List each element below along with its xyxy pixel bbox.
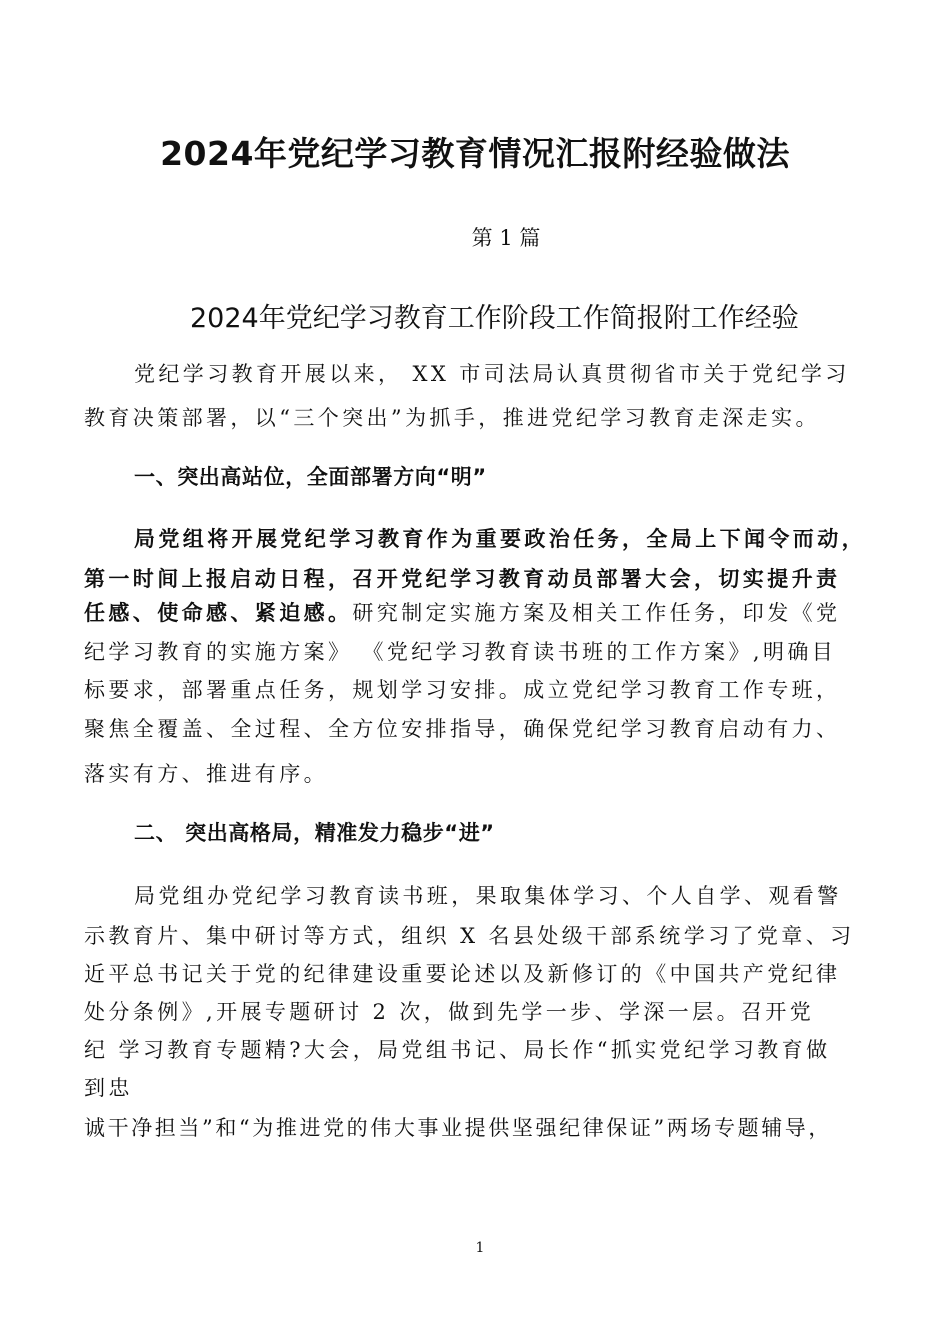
- paragraph-line: 第一时间上报启动日程，召开党纪学习教育动员部署大会，切实提升责: [84, 566, 841, 591]
- document-title: 2024年党纪学习教育情况汇报附经验做法: [160, 134, 790, 173]
- paragraph-line: 纪 学习教育专题精?大会，局党组书记、局长作“抓实党纪学习教育做: [84, 1038, 831, 1062]
- paragraph-line: 教育决策部署，以“三个突出”为抓手，推进党纪学习教育走深走实。: [84, 406, 820, 430]
- paragraph-line: 党纪学习教育开展以来， XX 市司法局认真贯彻省市关于党纪学习: [134, 362, 850, 386]
- section-heading: 一、突出高站位，全面部署方向“明”: [134, 465, 487, 489]
- paragraph-line: 近平总书记关于党的纪律建设重要论述以及新修订的《中国共产党纪律: [84, 962, 841, 986]
- paragraph-line: 局党组办党纪学习教育读书班，果取集体学习、个人自学、观看警: [134, 884, 842, 908]
- paragraph-line: 示教育片、集中研讨等方式，组织 X 名县处级干部系统学习了党章、习: [84, 924, 855, 948]
- paragraph-line: 处分条例》,开展专题研讨 2 次，做到先学一步、学深一层。召开党: [84, 1000, 815, 1024]
- paragraph-line: 到忠: [84, 1076, 133, 1100]
- paragraph-line: 聚焦全覆盖、全过程、全方位安排指导，确保党纪学习教育启动有力、: [84, 717, 841, 741]
- paragraph-line: 标要求，部署重点任务，规划学习安排。成立党纪学习教育工作专班，: [84, 678, 841, 702]
- plain-text: 研究制定实施方案及相关工作任务，印发《党: [352, 601, 841, 625]
- paragraph-line: [84, 597, 840, 627]
- section-heading: 二、 突出高格局，精准发力稳步“进”: [134, 821, 495, 845]
- article-number: 第 1 篇: [471, 226, 541, 250]
- article-subtitle: 2024年党纪学习教育工作阶段工作简报附工作经验: [190, 303, 799, 334]
- paragraph-line: 纪学习教育的实施方案》 《党纪学习教育读书班的工作方案》,明确目: [84, 640, 837, 664]
- paragraph-line: 诚干净担当”和“为推进党的伟大事业提供坚强纪律保证”两场专题辅导，: [84, 1116, 833, 1140]
- paragraph-line: 局党组将开展党纪学习教育作为重要政治任务，全局上下闻令而动，: [134, 526, 866, 551]
- emphasis-text: 任感、使命感、紧迫感。: [84, 600, 353, 625]
- paragraph-line: 落实有方、推进有序。: [84, 762, 328, 786]
- page-number: 1: [475, 1240, 485, 1256]
